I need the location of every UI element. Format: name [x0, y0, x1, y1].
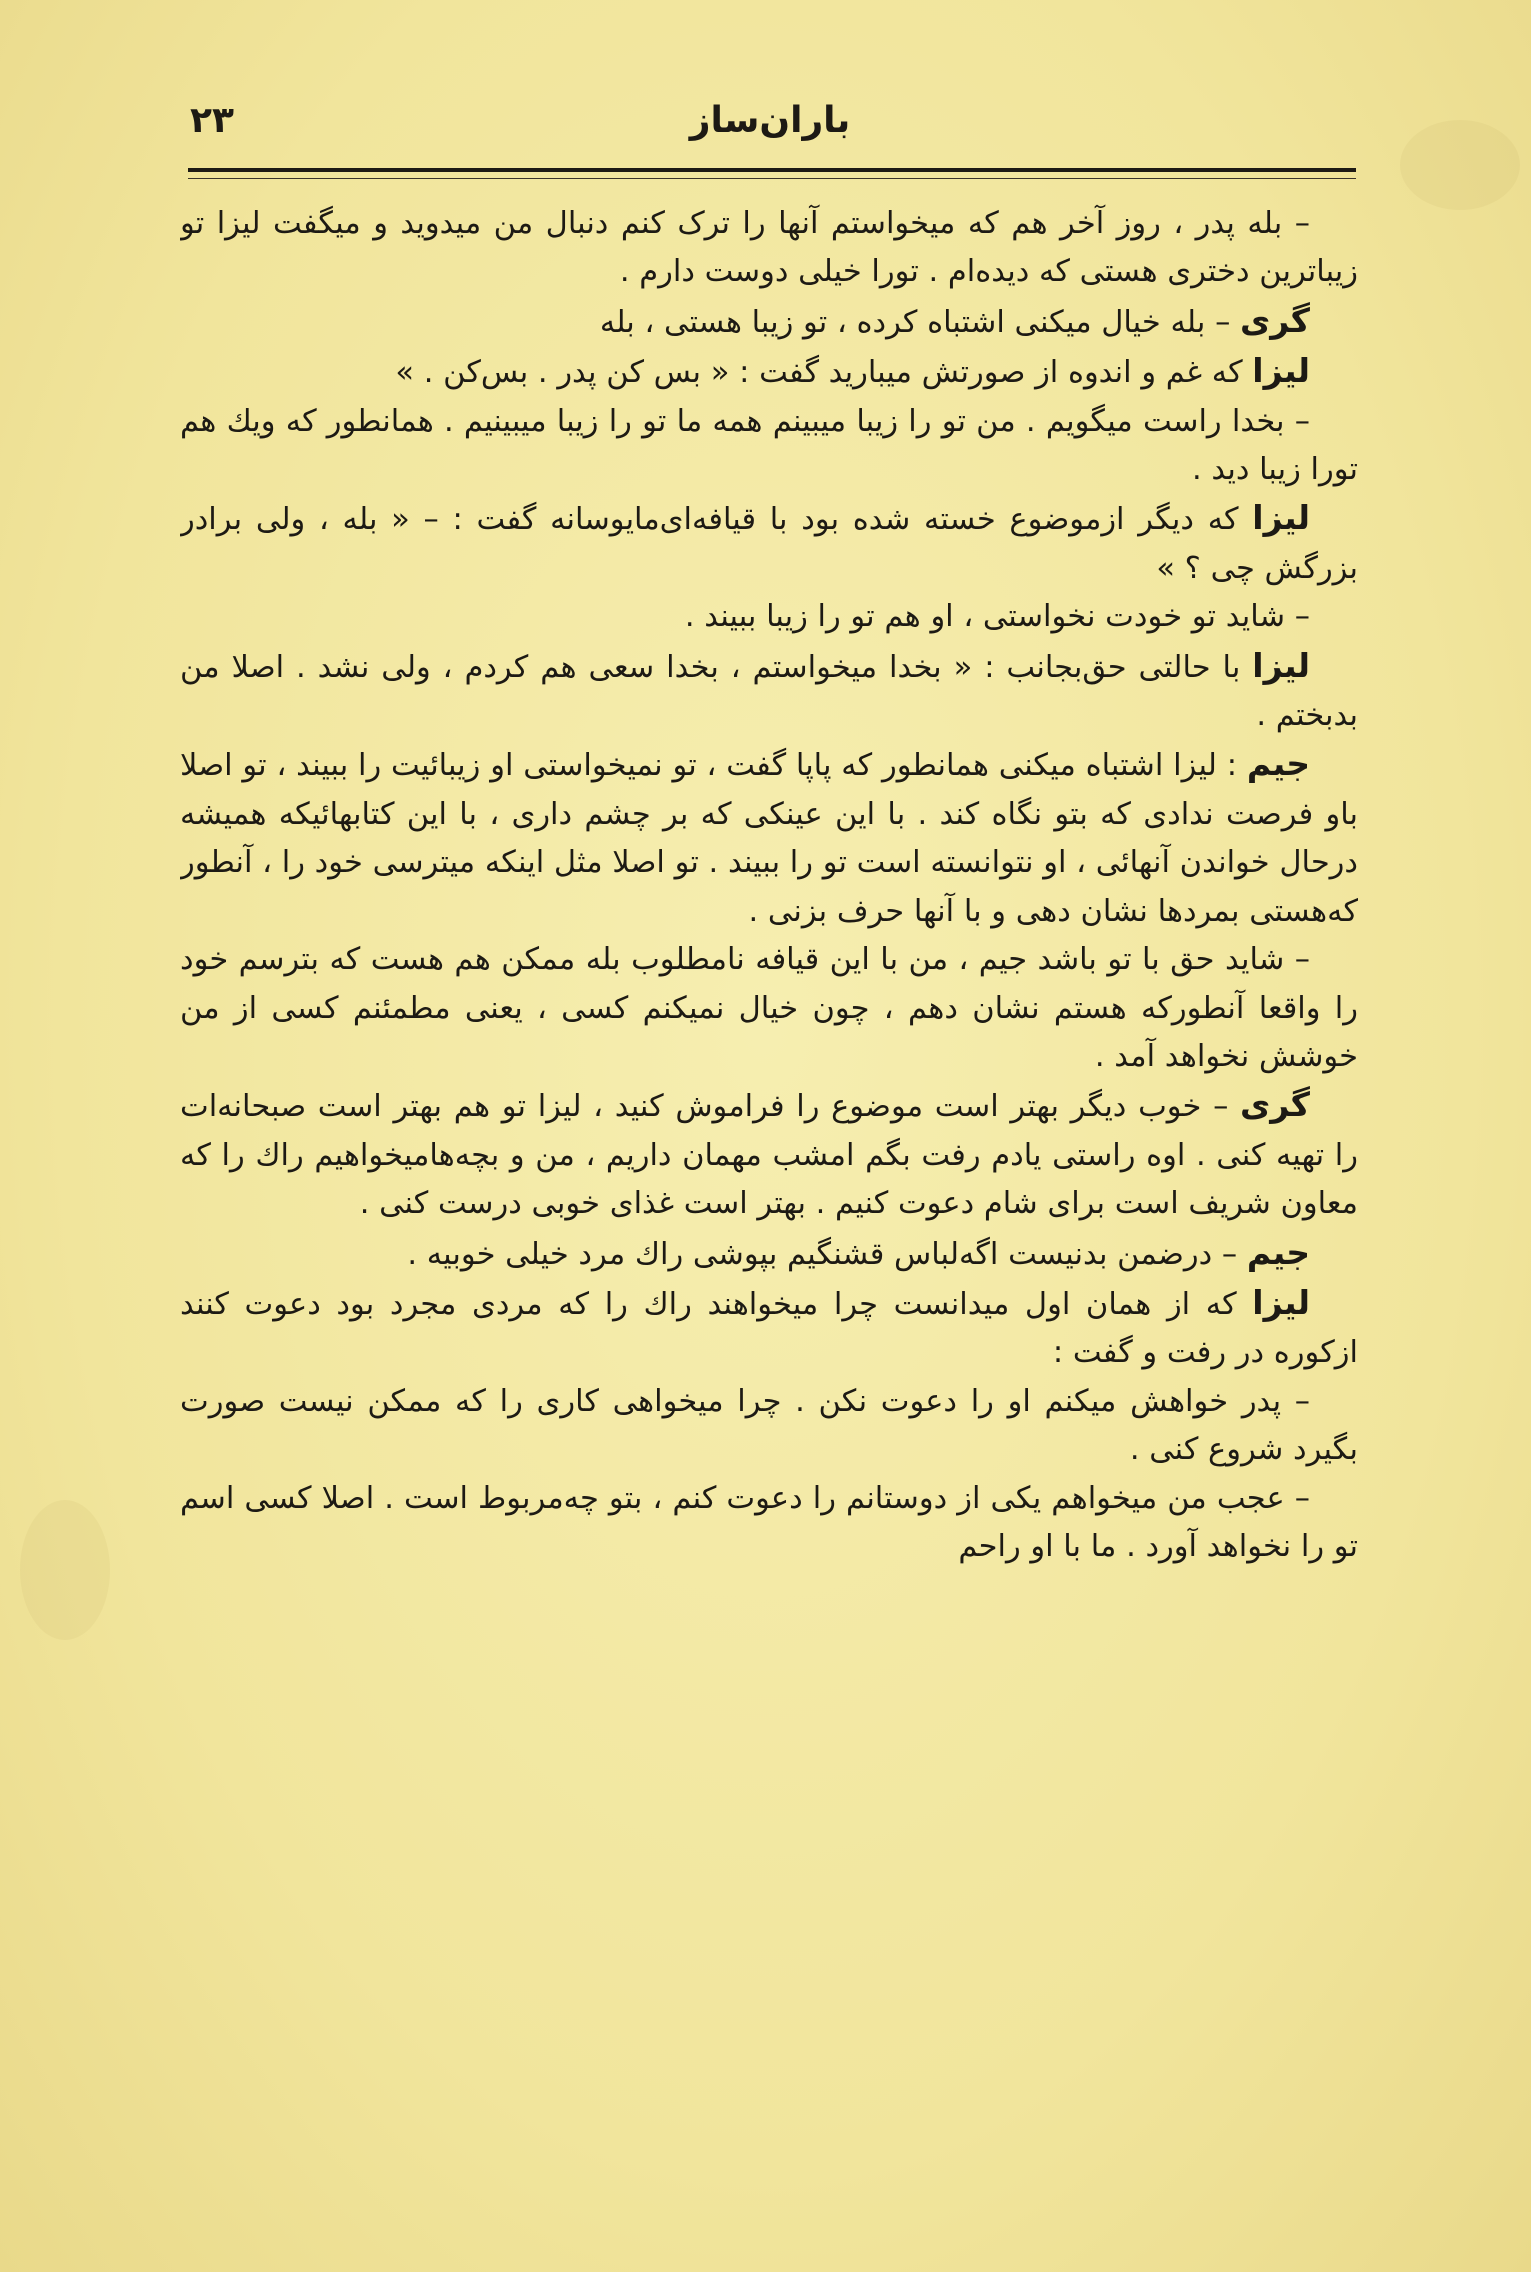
body-text	[180, 200, 1358, 2240]
paragraph-text: – شاید تو خودت نخواستی ، او هم تو را زیبا ببیند .	[684, 599, 1310, 635]
paragraph-text: – درضمن بدنیست اگه‌لباس قشنگیم بپوشی راك مرد خیلی خوبیه .	[407, 1236, 1238, 1272]
speaker-name: جیم	[1246, 744, 1310, 784]
paragraph-text: – عجب من میخواهم یکی از دوستانم را دعوت کنم ، بتو چه‌مربوط است . اصلا کسی اسم تو را نخواهد آورد . ما با او راحم	[180, 1480, 1358, 1564]
running-title: باران‌ساز	[689, 100, 851, 141]
paragraph-text: که از همان اول میدانست چرا میخواهند راك را که مردی مجرد بود دعوت کنند ازکوره در رفت و گفت :	[180, 1286, 1358, 1371]
paragraph-text: – پدر خواهش میکنم او را دعوت نکن . چرا میخواهی کاری را که ممکن نیست صورت بگیرد شروع کنی .	[180, 1383, 1358, 1468]
paper-stain	[20, 1500, 110, 1640]
speaker-name: لیزا	[1252, 645, 1310, 685]
speaker-name: گری	[1240, 1085, 1310, 1125]
paragraph-text: که دیگر ازموضوع خسته شده بود با قیافه‌ای‌مایوسانه گفت : – « بله ، ولی برادر بزرگش چی ؟ »	[180, 502, 1358, 586]
paragraph	[180, 297, 1358, 347]
paragraph-text: – بله پدر ، روز آخر هم که میخواستم آنها را ترک کنم دنبال من میدوید و میگفت لیزا تو زیباترین دختری هستی که دیده‌ام . تورا خیلی دوست دارم .	[180, 206, 1358, 290]
speaker-name: جیم	[1246, 1232, 1310, 1272]
paragraph-text: که غم و اندوه از صورتش میبارید گفت : « بس کن پدر . بس‌کن . »	[395, 355, 1243, 391]
speaker-name: لیزا	[1252, 1282, 1310, 1322]
paragraph	[180, 1475, 1358, 1572]
header-rule-thin	[188, 178, 1356, 179]
header-rule-thick	[188, 168, 1356, 172]
paragraph	[180, 200, 1358, 297]
paragraph-text: – بخدا راست میگویم . من تو را زیبا میبینم همه ما تو را زیبا میبینیم . همانطور که ویك هم تورا زیبا دید .	[180, 403, 1358, 488]
paragraph	[180, 593, 1358, 641]
paragraph	[180, 1229, 1358, 1279]
page-number: ۲۳	[190, 100, 234, 141]
paragraph-text: : لیزا اشتباه میکنی همانطور که پاپا گفت ، تو نمیخواستی او زیبائیت را ببیند ، تو اصلا باو فرصت ندادی که بتو نگاه کند . با این عینکی که بر چشم داری ، با این کتابهائیکه همیشه درحال خواندن آنهائی ، او نتوانسته است تو را ببیند . تو اصلا مثل اینکه میترسی خود را ، آنطور که‌هستی بمردها نشان دهی و با آنها حرف بزنی .	[180, 748, 1358, 929]
paper-stain	[1400, 120, 1520, 210]
paragraph	[180, 936, 1358, 1081]
paragraph	[180, 494, 1358, 593]
speaker-name: لیزا	[1252, 351, 1310, 391]
speaker-name: گری	[1240, 300, 1310, 340]
paragraph-text: با حالتی حق‌بجانب : « بخدا میخواستم ، بخدا سعی هم کردم ، ولی نشد . اصلا من بدبختم .	[180, 649, 1358, 734]
paragraph	[180, 1081, 1358, 1228]
paragraph	[180, 398, 1358, 495]
paragraph	[180, 642, 1358, 741]
paragraph-text: – شاید حق با تو باشد جیم ، من با این قیافه نامطلوب بله ممکن هم هست که بترسم خود را واقعا آنطورکه هستم نشان دهم ، چون خیال نمیکنم کسی ، یعنی مطمئنم کسی از من خوشش نخواهد آمد .	[180, 942, 1358, 1074]
paragraph	[180, 1378, 1358, 1475]
paragraph	[180, 1279, 1358, 1378]
page-header	[180, 100, 1360, 170]
paragraph	[180, 347, 1358, 397]
paragraph	[180, 740, 1358, 936]
paragraph-text: – خوب دیگر بهتر است موضوع را فراموش کنید ، لیزا تو هم بهتر است صبحانه‌ات را تهیه کنی . اوه راستی یادم رفت بگم امشب مهمان داریم ، من و بچه‌هامیخواهیم راك را که معاون شریف است برای شام دعوت کنیم . بهتر است غذای خوبی درست کنی .	[180, 1089, 1358, 1222]
paragraph-text: – بله خیال میکنی اشتباه کرده ، تو زیبا هستی ، بله	[599, 304, 1231, 340]
speaker-name: لیزا	[1252, 498, 1310, 538]
